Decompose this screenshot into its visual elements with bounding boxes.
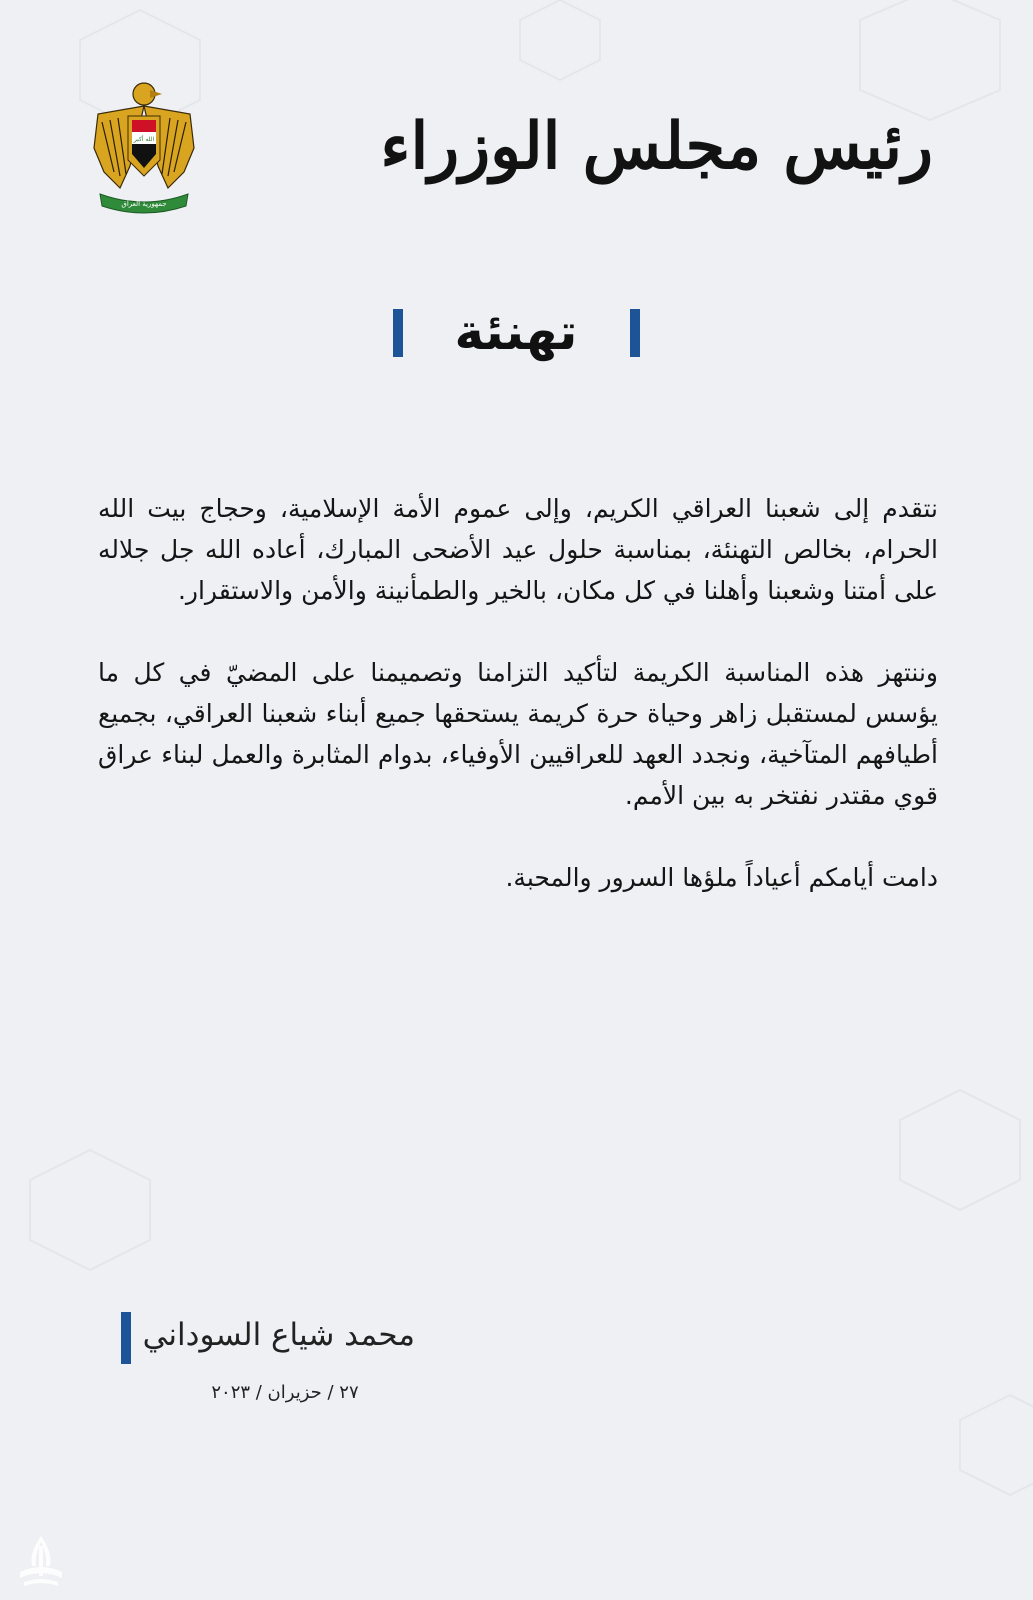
signature-accent-bar xyxy=(121,1312,131,1364)
letter-paragraph-2: وننتهز هذه المناسبة الكريمة لتأكيد التزامنا وتصميمنا على المضيّ في كل ما يؤسس لمستقبل زاهر وحياة حرة كريمة يستحقها جميع أبناء شعبنا العراقي، بجميع أطيافهم المتآخية، ونجدد العهد للعراقيين الأوفياء، بدوام المثابرة والعمل لبناء عراق قوي مقتدر نفتخر به بين الأمم. xyxy=(98,658,938,810)
title-accent-bar-left xyxy=(393,309,403,357)
letter-body xyxy=(98,488,938,898)
signature-name: محمد شياع السوداني xyxy=(142,1317,415,1353)
title-accent-bar-right xyxy=(630,309,640,357)
emblem-flag-text: الله أكبر xyxy=(133,136,155,143)
iraq-eagle-emblem-icon xyxy=(90,76,198,218)
document-title: تهنئة xyxy=(454,303,578,361)
emblem-scroll-text: جمهورية العراق xyxy=(121,200,167,208)
signature-date: ٢٧ / حزيران / ٢٠٢٣ xyxy=(211,1382,359,1403)
letter-paragraph-3: دامت أيامكم أعياداً ملؤها السرور والمحبة. xyxy=(505,863,938,892)
ina-news-agency-logo-icon xyxy=(10,1532,72,1594)
office-title: رئيس مجلس الوزراء xyxy=(380,109,933,184)
letter-paragraph-1: نتقدم إلى شعبنا العراقي الكريم، وإلى عموم الأمة الإسلامية، وحجاج بيت الله الحرام، بخالص التهنئة، بمناسبة حلول عيد الأضحى المبارك، أعاده الله جل جلاله على أمتنا وشعبنا وأهلنا في كل مكان، بالخير والطمأنينة والأمن والاستقرار. xyxy=(98,494,938,605)
